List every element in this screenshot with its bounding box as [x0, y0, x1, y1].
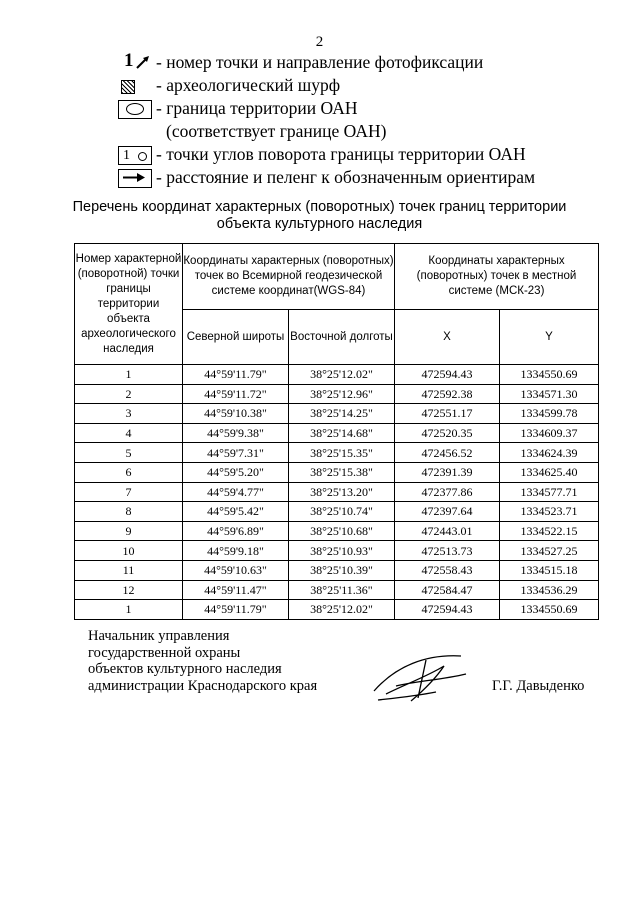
- cell-x: 472584.47: [395, 580, 500, 600]
- cell-east-longitude: 38°25'12.96": [289, 384, 395, 404]
- cell-x: 472377.86: [395, 482, 500, 502]
- header-east-longitude: Восточной долготы: [289, 310, 395, 365]
- cell-north-latitude: 44°59'11.72": [183, 384, 289, 404]
- cell-y: 1334522.15: [500, 521, 599, 541]
- table-row: [75, 600, 599, 620]
- cell-east-longitude: 38°25'10.68": [289, 521, 395, 541]
- legend-text: (соответствует границе ОАН): [166, 121, 387, 141]
- table-row: [75, 404, 599, 424]
- cell-point-number: 8: [75, 502, 183, 522]
- cell-east-longitude: 38°25'12.02": [289, 600, 395, 620]
- photo-point-number: 1: [124, 50, 134, 71]
- cell-x: 472594.43: [395, 365, 500, 385]
- position-line: Начальник управления: [88, 628, 230, 644]
- legend-text: - номер точки и направление фотофиксации: [156, 52, 484, 72]
- cell-point-number: 6: [75, 462, 183, 482]
- cell-point-number: 2: [75, 384, 183, 404]
- cell-east-longitude: 38°25'10.74": [289, 502, 395, 522]
- table-row: [75, 560, 599, 580]
- cell-north-latitude: 44°59'5.42": [183, 502, 289, 522]
- cell-north-latitude: 44°59'6.89": [183, 521, 289, 541]
- signatory-name: Г.Г. Давыденко: [492, 678, 585, 694]
- legend-text: - граница территории ОАН: [156, 98, 358, 118]
- position-line: государственной охраны: [88, 644, 241, 661]
- cell-point-number: 1: [75, 600, 183, 620]
- header-msk23: Координаты характерных (поворотных) точек в местной системе (МСК-23): [395, 244, 599, 310]
- cell-east-longitude: 38°25'15.35": [289, 443, 395, 463]
- cell-east-longitude: 38°25'10.39": [289, 560, 395, 580]
- cell-point-number: 11: [75, 560, 183, 580]
- cell-north-latitude: 44°59'11.79": [183, 600, 289, 620]
- cell-north-latitude: 44°59'5.20": [183, 462, 289, 482]
- cell-point-number: 4: [75, 423, 183, 443]
- cell-north-latitude: 44°59'7.31": [183, 443, 289, 463]
- cell-point-number: 9: [75, 521, 183, 541]
- cell-y: 1334624.39: [500, 443, 599, 463]
- corner-point-icon: [118, 145, 152, 165]
- cell-east-longitude: 38°25'10.93": [289, 541, 395, 561]
- boundary-icon: [118, 99, 152, 119]
- position-line: объектов культурного наследия: [88, 661, 282, 677]
- signatory-position: [88, 628, 317, 694]
- header-wgs84: Координаты характерных (поворотных) точек во Всемирной геодезической системе координат(WGS-84): [183, 244, 395, 310]
- cell-north-latitude: 44°59'9.18": [183, 541, 289, 561]
- cell-east-longitude: 38°25'15.38": [289, 462, 395, 482]
- table-row: [75, 443, 599, 463]
- cell-x: 472520.35: [395, 423, 500, 443]
- cell-y: 1334577.71: [500, 482, 599, 502]
- cell-x: 472594.43: [395, 600, 500, 620]
- cell-x: 472397.64: [395, 502, 500, 522]
- cell-y: 1334609.37: [500, 423, 599, 443]
- cell-x: 472513.73: [395, 541, 500, 561]
- legend-text: - археологический шурф: [156, 75, 341, 95]
- cell-point-number: 3: [75, 404, 183, 424]
- cell-north-latitude: 44°59'11.79": [183, 365, 289, 385]
- cell-y: 1334571.30: [500, 384, 599, 404]
- cell-east-longitude: 38°25'14.25": [289, 404, 395, 424]
- page-number: 2: [315, 34, 324, 50]
- cell-x: 472592.38: [395, 384, 500, 404]
- cell-y: 1334523.71: [500, 502, 599, 522]
- table-title-line1: Перечень координат характерных (поворотных) точек границ территории: [72, 199, 567, 215]
- table-row: [75, 462, 599, 482]
- cell-y: 1334550.69: [500, 600, 599, 620]
- cell-north-latitude: 44°59'10.63": [183, 560, 289, 580]
- table-row: [75, 502, 599, 522]
- cell-x: 472456.52: [395, 443, 500, 463]
- cell-east-longitude: 38°25'13.20": [289, 482, 395, 502]
- handwritten-signature: [366, 646, 476, 706]
- cell-x: 472551.17: [395, 404, 500, 424]
- header-north-latitude: Северной широты: [183, 310, 289, 365]
- cell-x: 472391.39: [395, 462, 500, 482]
- header-y: Y: [500, 310, 599, 365]
- table-row: [75, 482, 599, 502]
- cell-x: 472558.43: [395, 560, 500, 580]
- legend-text: - расстояние и пеленг к обозначенным ориентирам: [156, 167, 536, 187]
- cell-y: 1334527.25: [500, 541, 599, 561]
- legend-text: - точки углов поворота границы территории ОАН: [156, 144, 526, 164]
- table-row: [75, 541, 599, 561]
- cell-east-longitude: 38°25'14.68": [289, 423, 395, 443]
- cell-north-latitude: 44°59'10.38": [183, 404, 289, 424]
- position-line: администрации Краснодарского края: [88, 677, 318, 694]
- cell-x: 472443.01: [395, 521, 500, 541]
- cell-point-number: 1: [75, 365, 183, 385]
- cell-north-latitude: 44°59'4.77": [183, 482, 289, 502]
- cell-point-number: 7: [75, 482, 183, 502]
- table-row: [75, 384, 599, 404]
- header-point-number: Номер характерной (поворотной) точки границы территории объекта археологического наследия: [75, 244, 183, 365]
- cell-y: 1334550.69: [500, 365, 599, 385]
- table-row: [75, 423, 599, 443]
- cell-point-number: 10: [75, 541, 183, 561]
- table-row: [75, 521, 599, 541]
- photo-direction-arrow-icon: [118, 50, 152, 73]
- header-x: X: [395, 310, 500, 365]
- cell-y: 1334536.29: [500, 580, 599, 600]
- cell-east-longitude: 38°25'12.02": [289, 365, 395, 385]
- cell-point-number: 12: [75, 580, 183, 600]
- archaeological-pit-icon: [118, 76, 152, 96]
- cell-y: 1334625.40: [500, 462, 599, 482]
- coordinates-table: [74, 243, 599, 620]
- bearing-arrow-icon: [118, 168, 152, 188]
- cell-point-number: 5: [75, 443, 183, 463]
- cell-y: 1334599.78: [500, 404, 599, 424]
- cell-north-latitude: 44°59'9.38": [183, 423, 289, 443]
- corner-point-number: 1: [123, 148, 130, 163]
- cell-east-longitude: 38°25'11.36": [289, 580, 395, 600]
- cell-y: 1334515.18: [500, 560, 599, 580]
- table-row: [75, 580, 599, 600]
- table-row: [75, 365, 599, 385]
- table-title: [0, 199, 639, 233]
- table-title-line2: объекта культурного наследия: [216, 216, 423, 232]
- cell-north-latitude: 44°59'11.47": [183, 580, 289, 600]
